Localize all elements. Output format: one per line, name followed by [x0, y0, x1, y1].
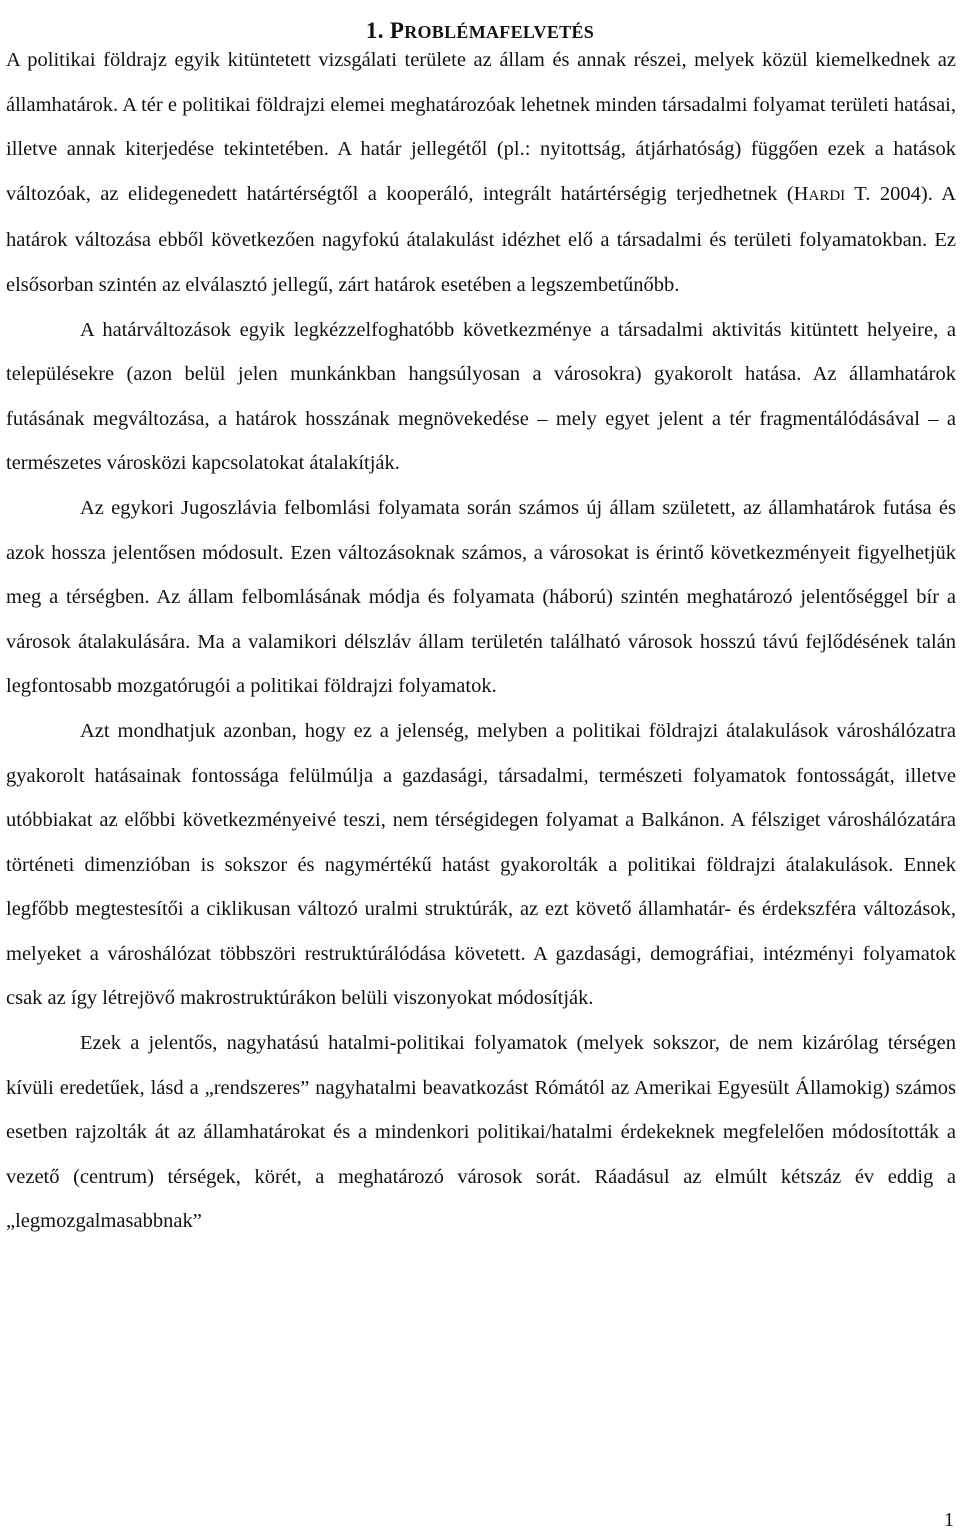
paragraph-3: Az egykori Jugoszlávia felbomlási folyamata során számos új állam született, az államhatárok futása és azok hossza jelentősen módosult. Ezen változásoknak számos, a városokat is érintő következményeit figyelhetjük meg a térségben. Az állam felbomlásának módja és folyamata (háború) szintén meghatározó jelentőséggel bír a városok átalakulására. Ma a valamikori délszláv állam területén található városok hosszú távú fejlődésének talán legfontosabb mozgatórugói a politikai földrajzi folyamatok.: [6, 496, 956, 698]
paragraph-2: A határváltozások egyik legkézzelfoghatóbb következménye a társadalmi aktivitás kitüntett helyeire, a településekre (azon belül jelen munkánkban hangsúlyosan a városokra) gyakorolt hatása. Az államhatárok futásának megváltozása, a határok hosszának megnövekedése – mely egyet jelent a tér fragmentálódásával – a természetes városközi kapcsolatokat átalakítják.: [6, 318, 956, 475]
body-text: [6, 38, 956, 1244]
page-number: 1: [944, 1509, 954, 1531]
paragraph-4: Azt mondhatjuk azonban, hogy ez a jelenség, melyben a politikai földrajzi átalakulások városhálózatra gyakorolt hatásainak fontossága felülmúlja a gazdasági, társadalmi, természeti folyamatok fontosságát, illetve utóbbiakat az előbbi következményeivé teszi, nem térségidegen folyamat a Balkánon. A félsziget városhálózatára történeti dimenzióban is sokszor és nagymértékű hatást gyakorolták a politikai földrajzi átalakulások. Ennek legfőbb megtestesítői a ciklikusan változó uralmi struktúrák, az ezt követő államhatár- és érdekszféra változások, melyeket a városhálózat többszöri restruktúrálódása követett. A gazdasági, demográfiai, intézményi folyamatok csak az így létrejövő makrostruktúrákon belüli viszonyokat módosítják.: [6, 719, 956, 1010]
paragraph-1-part-c: T. 2004). A határok változása ebből következően nagyfokú átalakulást idézhet elő a társadalmi és területi folyamatokban. Ez elsősorban szintén az elválasztó jellegű, zárt határok esetében a legszembetűnőbb.: [6, 182, 956, 296]
paragraph-1-part-a: A politikai földrajz egyik kitüntetett vizsgálati területe az állam és annak részei, melyek közül kiemelkednek az államhatárok. A tér e politikai földrajzi elemei meghatározóak lehetnek minden társadalmi folyamat területi hatásai, illetve annak kiterjedése tekintetében. A határ jellegétől (pl.: nyitottság, átjárhatóság) függően ezek a hatások változóak, az elidegenedett határtérségtől a kooperáló, integrált határtérségig terjedhetnek (H: [6, 49, 956, 205]
paragraph-1: [6, 38, 956, 308]
heading-rest: ROBLÉMAFELVETÉS: [404, 22, 595, 43]
heading-initial: P: [389, 18, 405, 44]
author-name-smallcaps: ARDI: [808, 187, 846, 204]
chapter-number: 1.: [365, 18, 384, 44]
paragraph-5: Ezek a jelentős, nagyhatású hatalmi-politikai folyamatok (melyek sokszor, de nem kizárólag térségen kívüli eredetűek, lásd a „rendszeres” nagyhatalmi beavatkozást Rómától az Amerikai Egyesült Államokig) számos esetben rajzolták át az államhatárokat és a mindenkori politikai/hatalmi érdekeknek megfelelően módosították a vezető (centrum) térségek, körét, a meghatározó városok sorát. Ráadásul az elmúlt kétszáz év eddig a „legmozgalmasabbnak”: [6, 1032, 956, 1233]
